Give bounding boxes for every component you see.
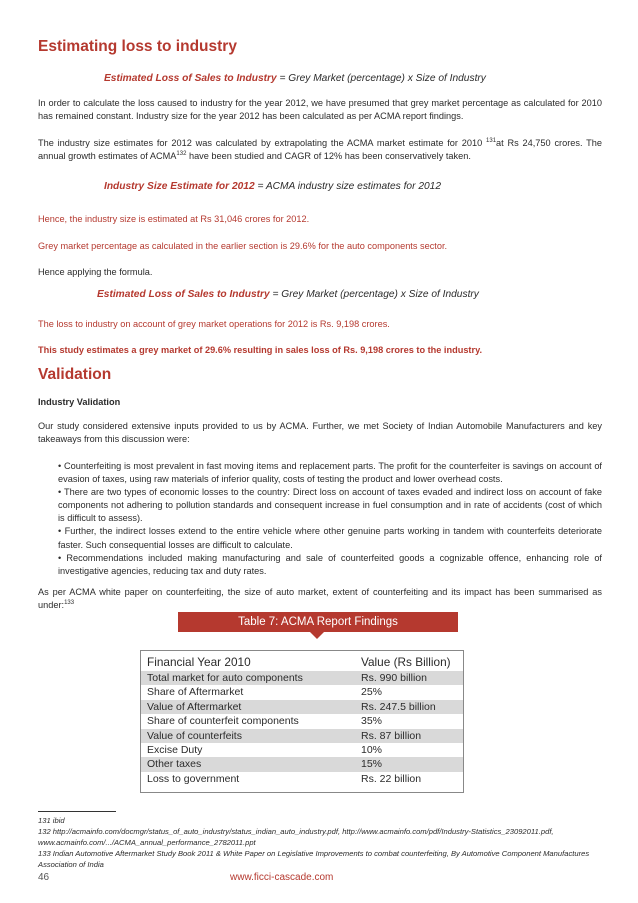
table-row	[141, 757, 463, 771]
table-row	[141, 685, 463, 699]
subheading-industry-validation: Industry Validation	[38, 397, 121, 407]
acma-para-text: As per ACMA white paper on counterfeiting, the size of auto market, extent of counterfeiting and its impact has been summarised as under:	[38, 587, 602, 611]
table-cell: Rs. 990 billion	[361, 672, 427, 684]
footnote-132: 132 http://acmainfo.com/docmgr/status_of_auto_industry/status_indian_auto_industry.pdf, http://www.acmainfo.com/pdf/Industry-Statistics_23092011.pdf, www.acmainfo.com/.../ACMA_annual_performance_2782011.ppt	[38, 827, 554, 847]
para2-part-a: The industry size estimates for 2012 was calculated by extrapolating the ACMA market estimate for 2010	[38, 138, 487, 148]
table-cell: Rs. 22 billion	[361, 772, 422, 785]
study-estimate: This study estimates a grey market of 29.6% resulting in sales loss of Rs. 9,198 crores to the industry.	[38, 345, 483, 355]
takeaways-list	[58, 460, 602, 578]
table-row	[141, 714, 463, 728]
paragraph-validation: Our study considered extensive inputs provided to us by ACMA. Further, we met Society of Indian Automobile Manufacturers and key takeaways from this discussion were:	[38, 421, 602, 445]
table-cell: Rs. 87 billion	[361, 729, 422, 742]
table-cell: Share of counterfeit components	[147, 715, 299, 728]
formula-rest: = Grey Market (percentage) x Size of Industry	[269, 289, 479, 300]
list-item: • There are two types of economic losses to the country: Direct loss on account of taxes evaded and indirect loss on account of fake components not adhering to pollution standards and consequent increase in fuel consumption and in rate of accidents (cost of which is difficult to assess).	[58, 487, 602, 524]
formula-loss-of-sales	[104, 73, 486, 84]
list-item: • Recommendations included making manufacturing and sale of counterfeited goods a cognizable offence, enhancing role of investigative agencies, reducing tax and duty rates.	[58, 552, 602, 576]
paragraph-industry-size	[38, 137, 602, 163]
table-cell: 35%	[361, 715, 383, 728]
banner-arrow-icon	[310, 632, 324, 639]
grey-market-percentage: Grey market percentage as calculated in the earlier section is 29.6% for the auto components sector.	[38, 241, 448, 251]
footer-url: www.ficci-cascade.com	[230, 872, 334, 883]
table-cell: Share of Aftermarket	[147, 686, 244, 699]
table-cell: 10%	[361, 743, 383, 756]
loss-to-industry: The loss to industry on account of grey market operations for 2012 is Rs. 9,198 crores.	[38, 319, 390, 329]
table-row	[141, 700, 463, 714]
table-row	[141, 743, 463, 757]
paragraph-loss-calculation: In order to calculate the loss caused to industry for the year 2012, we have presumed that grey market percentage as calculated for 2010 has remained constant. Industry size for the year 2012 has been calculated as per ACMA report findings.	[38, 98, 602, 122]
section-title-estimating: Estimating loss to industry	[38, 38, 237, 55]
table-row	[141, 729, 463, 743]
formula-rest: = ACMA industry size estimates for 2012	[254, 181, 441, 192]
table-cell: Rs. 247.5 billion	[361, 700, 436, 713]
hence-industry-size: Hence, the industry size is estimated at Rs 31,046 crores for 2012.	[38, 214, 310, 224]
table-header-row	[141, 653, 463, 671]
table-cell: Excise Duty	[147, 743, 203, 756]
table-cell: Total market for auto components	[147, 672, 303, 684]
formula-lead: Industry Size Estimate for 2012	[104, 181, 255, 192]
para2-part-c: have been studied and CAGR of 12% has been conservatively taken.	[186, 151, 471, 162]
table-cell: Loss to government	[147, 772, 240, 785]
footnote-ref-132: 132	[176, 151, 187, 158]
table-title: Table 7: ACMA Report Findings	[178, 612, 458, 632]
formula-rest: = Grey Market (percentage) x Size of Industry	[276, 73, 486, 84]
para2-part-b: at Rs 24,750 crores. The annual growth estimates of ACMA	[38, 138, 602, 162]
section-title-validation: Validation	[38, 366, 112, 383]
footnote-ref-131: 131	[486, 138, 497, 144]
footnote-ref-133: 133	[64, 600, 75, 607]
table-row	[141, 772, 463, 786]
formula-industry-size	[104, 181, 441, 192]
formula-lead: Estimated Loss of Sales to Industry	[104, 73, 277, 84]
table-cell: 15%	[361, 758, 383, 771]
table-header-cell: Financial Year 2010	[147, 655, 251, 669]
list-item: • Further, the indirect losses extend to the entire vehicle where other genuine parts working in tandem with counterfeits deteriorate faster. Such consequential losses are difficult to calculate.	[58, 526, 602, 550]
page-number: 46	[38, 872, 50, 883]
table-cell: Value of Aftermarket	[147, 700, 242, 713]
table-header-cell: Value (Rs Billion)	[361, 655, 451, 669]
applying-formula: Hence applying the formula.	[38, 267, 153, 277]
formula-loss-of-sales-2	[97, 289, 479, 300]
footnote-131: 131 ibid	[38, 816, 65, 825]
acma-findings-table	[140, 650, 464, 793]
list-item: • Counterfeiting is most prevalent in fast moving items and replacement parts. The profit for the counterfeiter is savings on account of evasion of taxes, using raw materials of inferior quality, costs of testing the product and lower overhead costs.	[58, 461, 602, 485]
formula-lead: Estimated Loss of Sales to Industry	[97, 289, 270, 300]
paragraph-acma-summary	[38, 586, 602, 612]
table-row	[141, 671, 463, 685]
table-cell: Value of counterfeits	[147, 729, 242, 742]
footnote-133: 133 Indian Automotive Aftermarket Study Book 2011 & White Paper on Legislative Improvements to combat counterfeiting, By Automotive Component Manufactures Association of India	[38, 849, 590, 869]
table-cell: Other taxes	[147, 758, 202, 771]
table-cell: 25%	[361, 686, 383, 699]
footnote-divider	[38, 811, 116, 812]
